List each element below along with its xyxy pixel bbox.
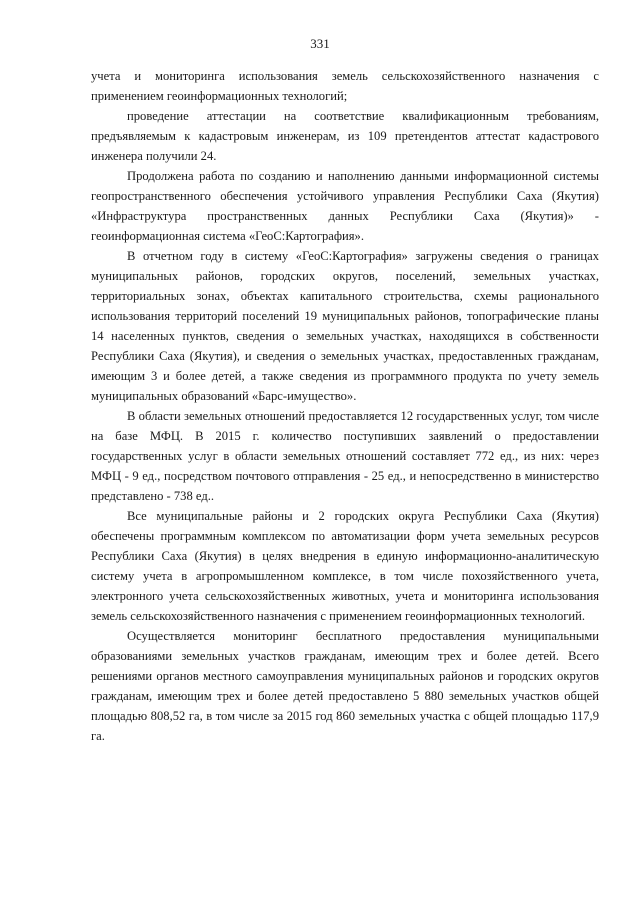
- paragraph-2: проведение аттестации на соответствие квалификационным требованиям, предъявляемым к кадастровым инженерам, из 109 претендентов аттестат кадастрового инженера получили 24.: [91, 109, 599, 163]
- paragraph-7: Осуществляется мониторинг бесплатного предоставления муниципальными образованиями земельных участков гражданам, имеющим трех и более детей. Всего решениями органов местного самоуправления муниципальных районов и городских округов гражданам, имеющим трех и более детей предоставлено 5 880 земельных участков общей площадью 808,52 га, в том числе за 2015 год 860 земельных участка с общей площадью 117,9 га.: [91, 629, 599, 743]
- paragraph-4: В отчетном году в систему «ГеоС:Картография» загружены сведения о границах муниципальных районов, городских округов, поселений, земельных участках, территориальных зонах, объектах капитального строительства, схемы рационального использования территорий поселений 19 муниципальных районов, топографические планы 14 населенных пунктов, сведения о земельных участках, находящихся в собственности Республики Саха (Якутия), и сведения о земельных участках, предоставленных гражданам, имеющим 3 и более детей, а также сведения из программного продукта по учету земель муниципальных образований «Барс-имущество».: [91, 249, 599, 403]
- paragraph-3: Продолжена работа по созданию и наполнению данными информационной системы геопространственного обеспечения устойчивого управления Республики Саха (Якутия) «Инфраструктура пространственных данных Республики Саха (Якутия)» - геоинформационная система «ГеоС:Картография».: [91, 169, 599, 243]
- paragraph-6: Все муниципальные районы и 2 городских округа Республики Саха (Якутия) обеспечены программным комплексом по автоматизации форм учета земельных ресурсов Республики Саха (Якутия) в целях внедрения в единую информационно-аналитическую систему учета в агропромышленном комплексе, в том числе похозяйственного учета, электронного учета сельскохозяйственных животных, учета и мониторинга использования земель сельскохозяйственного назначения с применением геоинформационных технологий.: [91, 509, 599, 623]
- document-body: [91, 66, 599, 746]
- paragraph-1: учета и мониторинга использования земель сельскохозяйственного назначения с применением геоинформационных технологий;: [91, 69, 599, 103]
- page-number: 331: [310, 36, 330, 51]
- paragraph-5: В области земельных отношений предоставляется 12 государственных услуг, том числе на базе МФЦ. В 2015 г. количество поступивших заявлений о предоставлении государственных услуг в области земельных отношений составляет 772 ед., из них: через МФЦ - 9 ед., посредством почтового отправления - 25 ед., и непосредственно в министерство представлено - 738 ед..: [91, 409, 599, 503]
